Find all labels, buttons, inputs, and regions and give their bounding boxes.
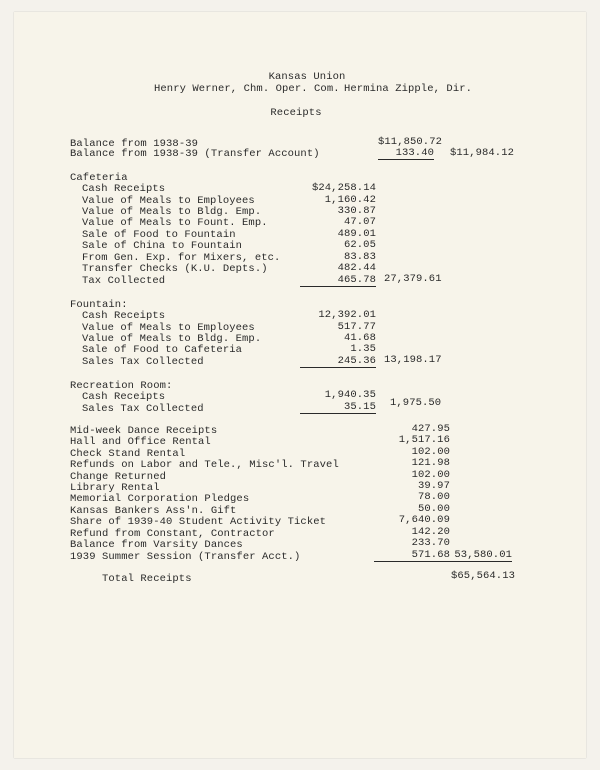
cafeteria-item-amount: 482.44 xyxy=(337,262,376,274)
cafeteria-subtotal: 27,379.61 xyxy=(384,273,442,285)
fountain-item-label: Sale of Food to Cafeteria xyxy=(82,344,243,356)
page-title: Receipts xyxy=(270,107,322,119)
misc-item-label: Mid-week Dance Receipts xyxy=(70,425,218,437)
misc-item-amount: 571.68 xyxy=(374,549,450,562)
misc-item-amount: 50.00 xyxy=(417,503,450,515)
fountain-item-label: Cash Receipts xyxy=(82,310,166,322)
document-page xyxy=(14,12,586,758)
cafeteria-item-amount: 1,160.42 xyxy=(324,194,376,206)
cafeteria-item-amount: 330.87 xyxy=(337,205,376,217)
fountain-item-amount: 517.77 xyxy=(337,321,376,333)
misc-item-label: Kansas Bankers Ass'n. Gift xyxy=(70,505,237,517)
cafeteria-item-amount: 83.83 xyxy=(343,251,376,263)
misc-item-label: 1939 Summer Session (Transfer Acct.) xyxy=(70,551,301,563)
cafeteria-item-label: Tax Collected xyxy=(82,275,166,287)
misc-item-amount: 102.00 xyxy=(411,446,450,458)
balance-label-1: Balance from 1938-39 xyxy=(70,138,199,150)
director-line: Hermina Zipple, Dir. xyxy=(344,83,473,95)
balance-total: $11,984.12 xyxy=(450,147,515,159)
recreation-item-amount: 1,940.35 xyxy=(324,389,376,401)
cafeteria-item-amount: 489.01 xyxy=(337,228,376,240)
misc-item-amount: 102.00 xyxy=(411,469,450,481)
fountain-heading: Fountain: xyxy=(70,299,128,311)
misc-item-label: Refunds on Labor and Tele., Misc'l. Travel xyxy=(70,459,339,471)
fountain-item-label: Value of Meals to Employees xyxy=(82,322,255,334)
cafeteria-item-label: Transfer Checks (K.U. Depts.) xyxy=(82,263,268,275)
cafeteria-item-label: Value of Meals to Bldg. Emp. xyxy=(82,206,262,218)
misc-item-label: Library Rental xyxy=(70,482,160,494)
misc-item-label: Balance from Varsity Dances xyxy=(70,539,243,551)
fountain-item-label: Value of Meals to Bldg. Emp. xyxy=(82,333,262,345)
recreation-item-amount: 35.15 xyxy=(300,401,376,414)
org-name: Kansas Union xyxy=(268,71,346,83)
chairman-line: Henry Werner, Chm. Oper. Com. xyxy=(154,83,340,95)
misc-item-amount: 427.95 xyxy=(411,423,450,435)
recreation-item-label: Sales Tax Collected xyxy=(82,403,204,415)
recreation-heading: Recreation Room: xyxy=(70,380,173,392)
misc-item-amount: 78.00 xyxy=(417,491,450,503)
cafeteria-heading: Cafeteria xyxy=(70,172,128,184)
balance-amount-1: $11,850.72 xyxy=(378,136,443,148)
misc-item-label: Check Stand Rental xyxy=(70,448,186,460)
fountain-item-amount: 1.35 xyxy=(350,343,376,355)
recreation-item-label: Cash Receipts xyxy=(82,391,166,403)
misc-item-amount: 7,640.09 xyxy=(398,514,450,526)
fountain-item-amount: 41.68 xyxy=(343,332,376,344)
cafeteria-item-amount: $24,258.14 xyxy=(311,182,376,194)
cafeteria-item-label: Value of Meals to Fount. Emp. xyxy=(82,217,268,229)
misc-item-amount: 1,517.16 xyxy=(398,434,450,446)
cafeteria-item-label: Value of Meals to Employees xyxy=(82,195,255,207)
cafeteria-item-label: Cash Receipts xyxy=(82,183,166,195)
misc-item-label: Change Returned xyxy=(70,471,167,483)
balance-amount-2: 133.40 xyxy=(378,147,434,160)
total-receipts-label: Total Receipts xyxy=(102,573,192,585)
cafeteria-item-amount: 62.05 xyxy=(343,239,376,251)
misc-item-amount: 233.70 xyxy=(411,537,450,549)
fountain-item-amount: 12,392.01 xyxy=(318,309,376,321)
misc-item-label: Share of 1939-40 Student Activity Ticket xyxy=(70,516,327,528)
cafeteria-item-label: From Gen. Exp. for Mixers, etc. xyxy=(82,252,281,264)
fountain-subtotal: 13,198.17 xyxy=(384,354,442,366)
misc-total: 53,580.01 xyxy=(444,549,512,562)
misc-item-amount: 121.98 xyxy=(411,457,450,469)
balance-label-2: Balance from 1938-39 (Transfer Account) xyxy=(70,148,320,160)
cafeteria-item-amount: 47.07 xyxy=(343,216,376,228)
cafeteria-item-label: Sale of China to Fountain xyxy=(82,240,243,252)
misc-item-label: Hall and Office Rental xyxy=(70,436,211,448)
misc-item-amount: 39.97 xyxy=(417,480,450,492)
total-receipts-amount: $65,564.13 xyxy=(451,570,516,582)
recreation-subtotal: 1,975.50 xyxy=(390,397,442,409)
fountain-item-label: Sales Tax Collected xyxy=(82,356,204,368)
cafeteria-item-amount: 465.78 xyxy=(300,274,376,287)
misc-item-label: Memorial Corporation Pledges xyxy=(70,493,250,505)
misc-item-amount: 142.20 xyxy=(411,526,450,538)
misc-item-label: Refund from Constant, Contractor xyxy=(70,528,275,540)
fountain-item-amount: 245.36 xyxy=(300,355,376,368)
cafeteria-item-label: Sale of Food to Fountain xyxy=(82,229,236,241)
